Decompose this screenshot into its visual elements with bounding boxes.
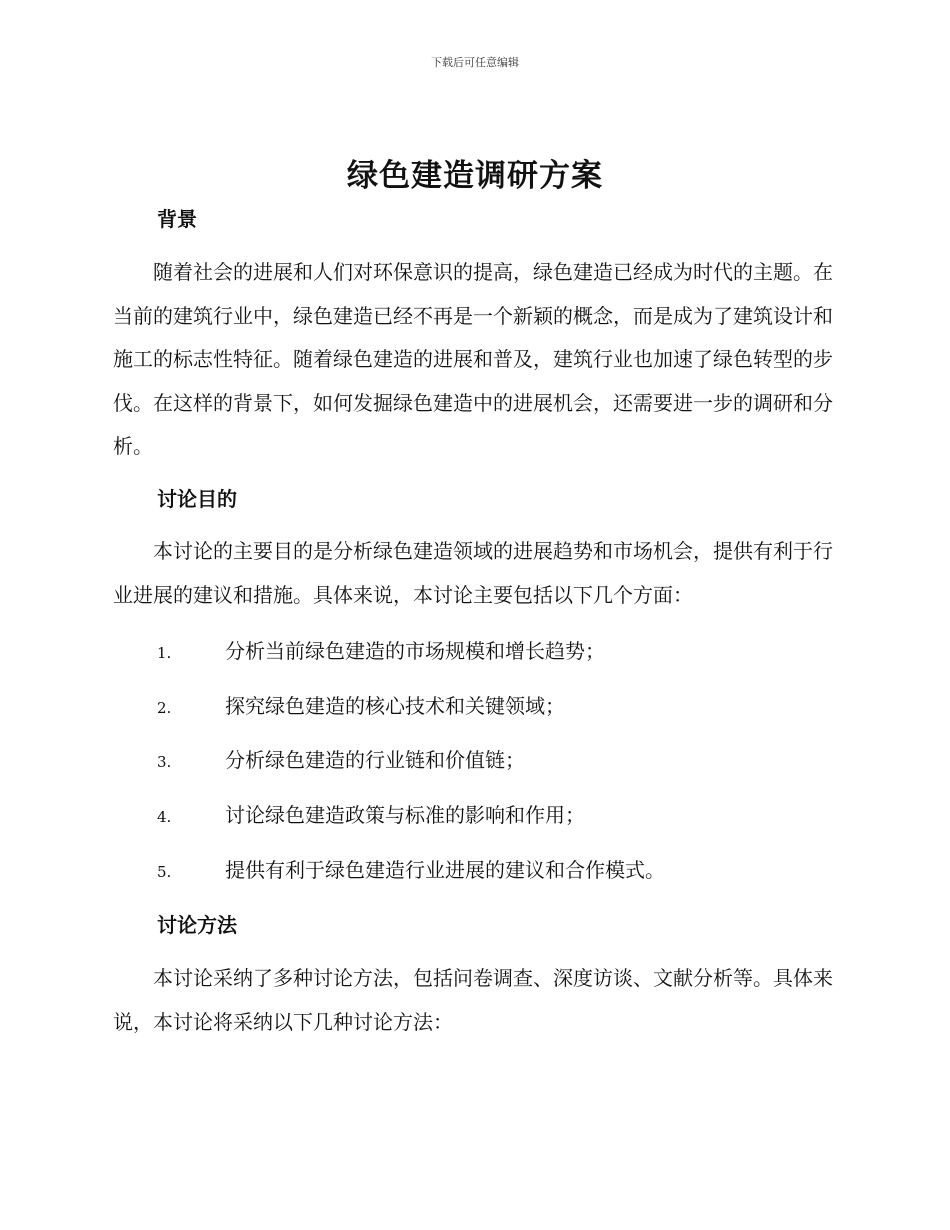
paragraph-purpose: 本讨论的主要目的是分析绿色建造领域的进展趋势和市场机会，提供有利于行业进展的建议和措施。具体来说，本讨论主要包括以下几个方面： [113, 539, 833, 607]
section-heading-purpose: 讨论目的 [157, 487, 237, 511]
paragraph-method: 本讨论采纳了多种讨论方法，包括问卷调查、深度访谈、文献分析等。具体来说，本讨论将采纳以下几种讨论方法： [113, 966, 833, 1034]
section-heading-background: 背景 [157, 207, 197, 231]
list-item-text: 分析当前绿色建造的市场规模和增长趋势； [225, 639, 605, 663]
list-item-number: 5. [157, 863, 172, 881]
list-item-number: 4. [157, 808, 172, 826]
list-item-text: 提供有利于绿色建造行业进展的建议和合作模式。 [225, 858, 665, 882]
list-item [157, 801, 833, 831]
list-item [157, 637, 833, 667]
list-item-text: 分析绿色建造的行业链和价值链； [225, 748, 525, 772]
list-item-number: 3. [157, 753, 172, 771]
list-item [157, 746, 833, 776]
list-item [157, 856, 833, 886]
paragraph-background: 随着社会的进展和人们对环保意识的提高，绿色建造已经成为时代的主题。在当前的建筑行业中，绿色建造已经不再是一个新颖的概念，而是成为了建筑设计和施工的标志性特征。随着绿色建造的进展和普及，建筑行业也加速了绿色转型的步伐。在这样的背景下，如何发掘绿色建造中的进展机会，还需要进一步的调研和分析。 [113, 260, 833, 458]
list-item-text: 讨论绿色建造政策与标准的影响和作用； [225, 803, 585, 827]
section-heading-method: 讨论方法 [157, 913, 237, 937]
list-item-number: 1. [157, 644, 172, 662]
document-title: 绿色建造调研方案 [347, 158, 603, 194]
list-item [157, 692, 833, 722]
list-item-text: 探究绿色建造的核心技术和关键领域； [225, 694, 565, 718]
list-item-number: 2. [157, 699, 172, 717]
header-note: 下载后可任意编辑 [431, 56, 519, 69]
